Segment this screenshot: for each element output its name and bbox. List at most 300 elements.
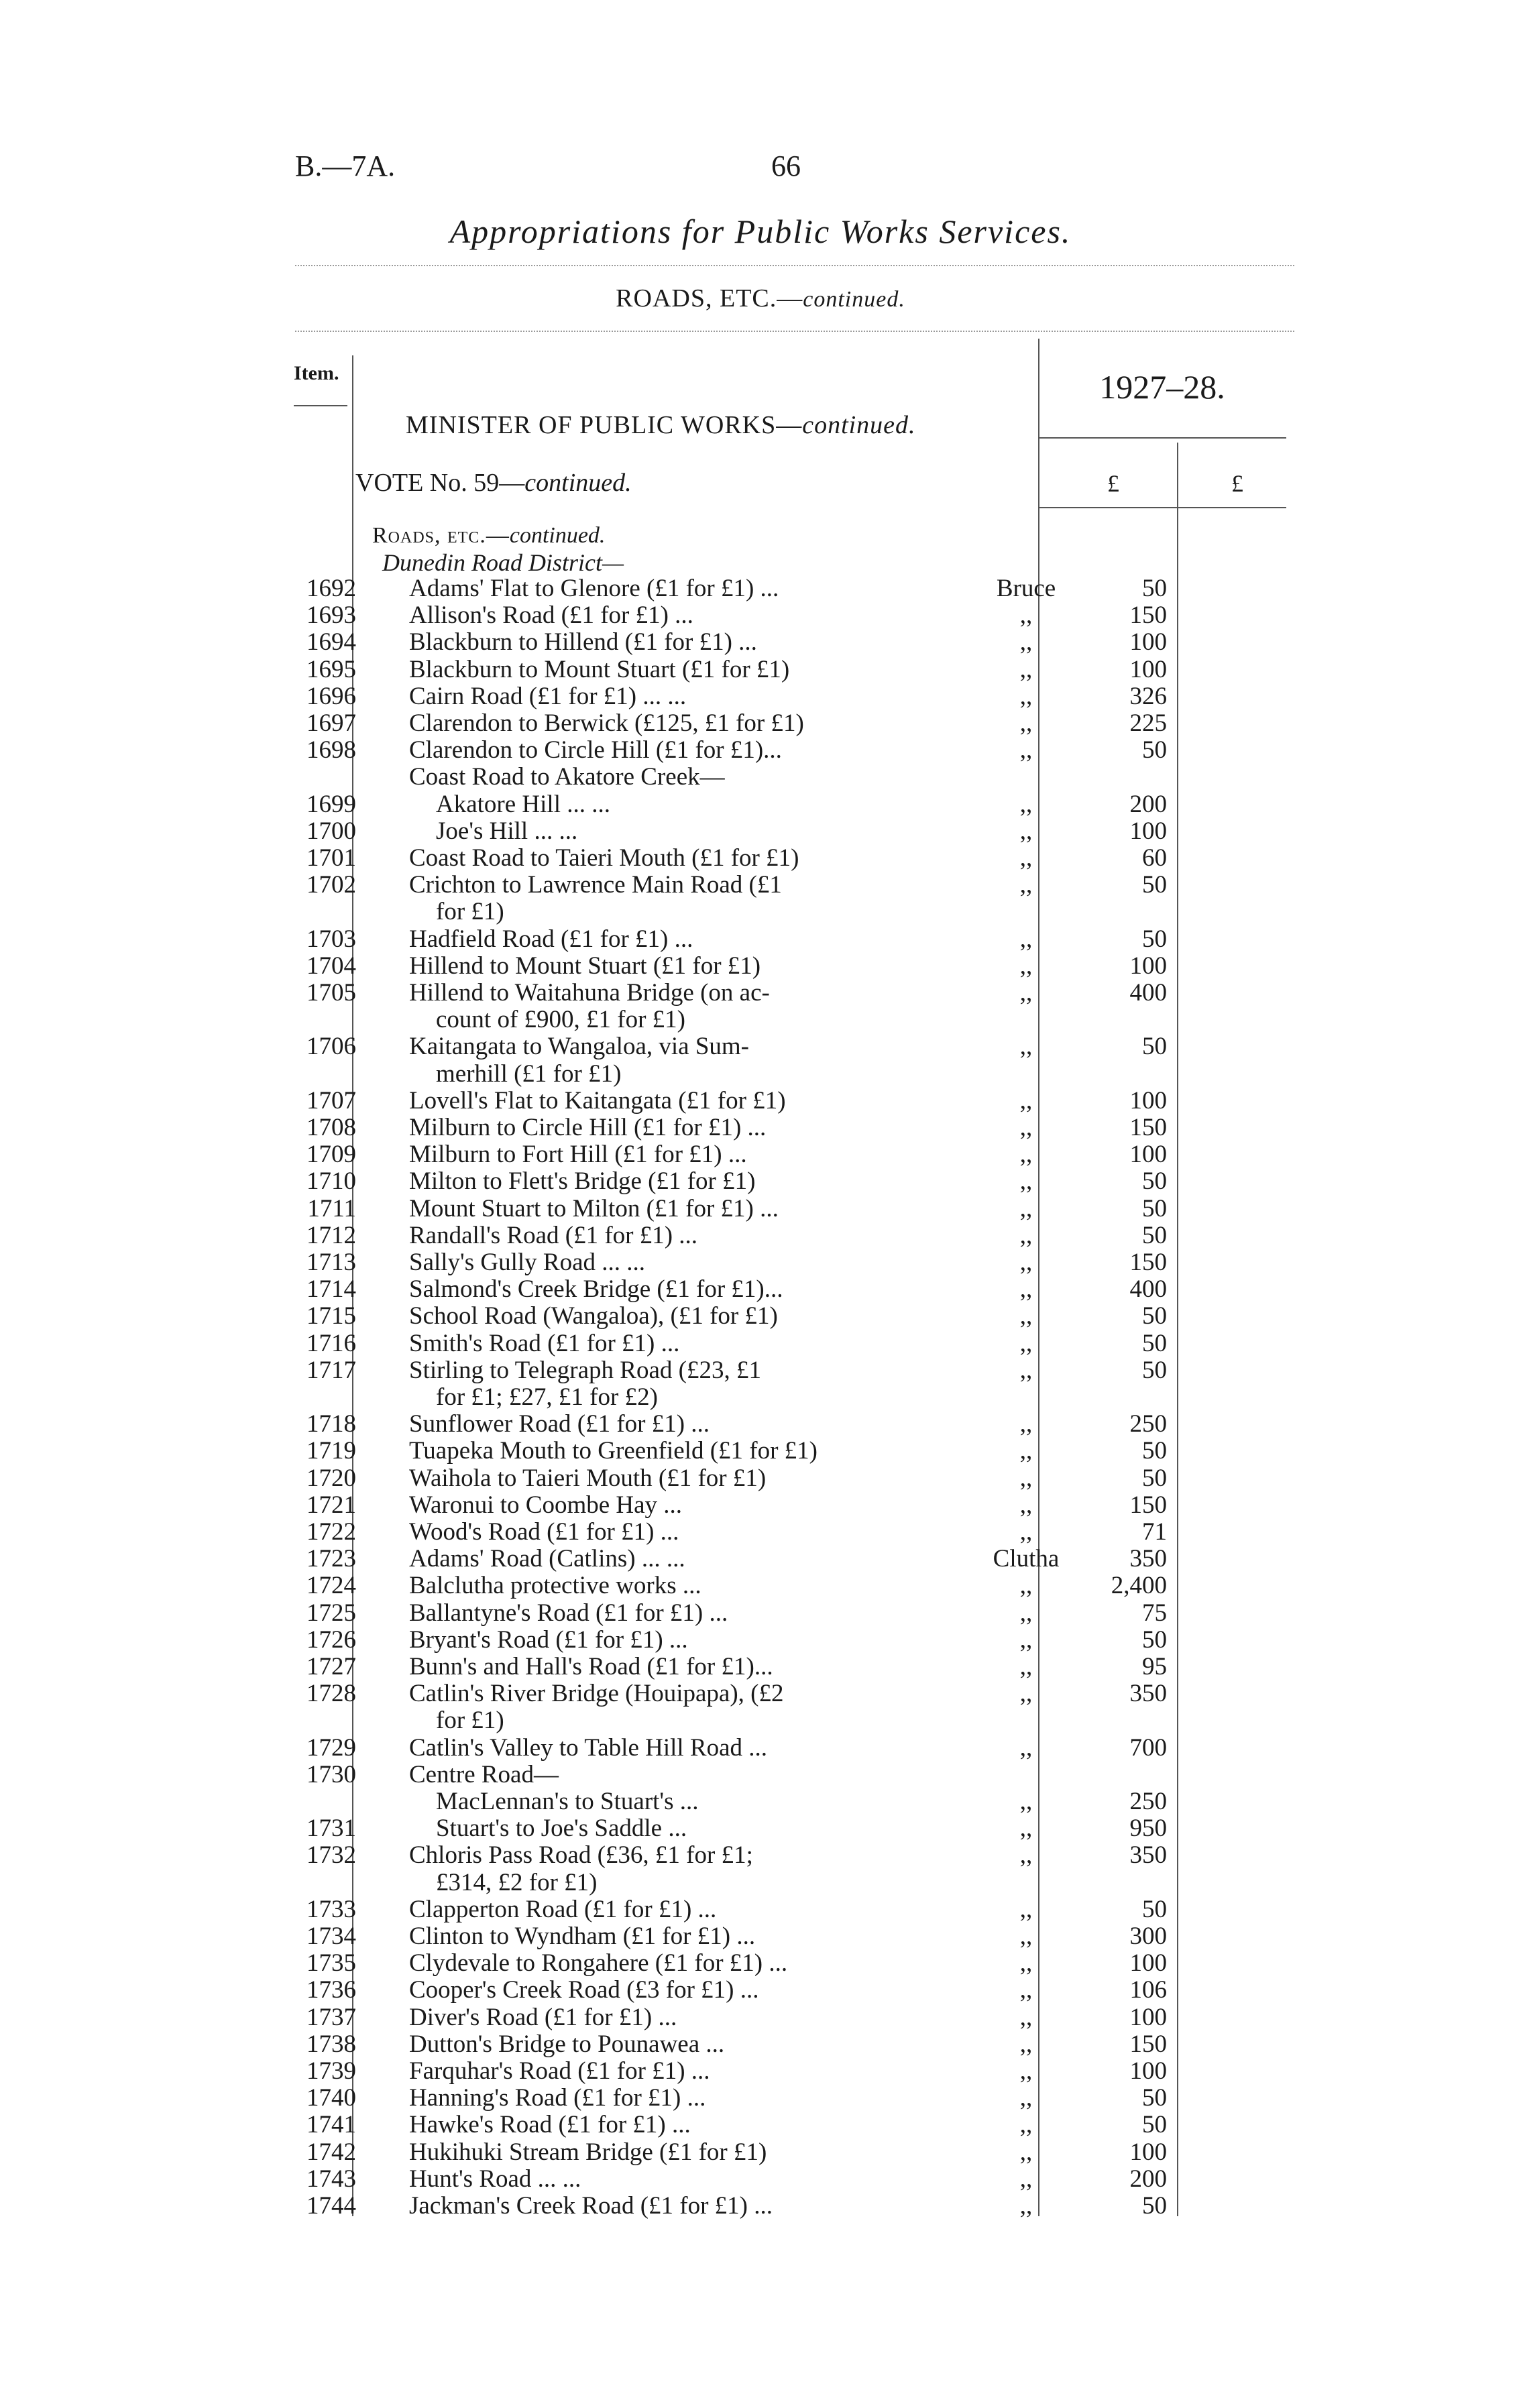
item-district: ,, — [1019, 1518, 1033, 1546]
item-amount: 50 — [1142, 575, 1167, 602]
item-district: ,, — [1019, 1464, 1033, 1492]
item-description: Hillend to Waitahuna Bridge (on ac- — [409, 979, 770, 1007]
district-heading: Dunedin Road District— — [382, 549, 624, 576]
table-row — [0, 953, 1521, 980]
item-amount: 50 — [1142, 736, 1167, 764]
table-row — [0, 1788, 1521, 1815]
item-amount: 50 — [1142, 1895, 1167, 1923]
item-district: ,, — [1019, 1033, 1033, 1061]
item-number: 1716 — [306, 1329, 356, 1357]
table-row — [0, 845, 1521, 872]
item-number: 1695 — [306, 655, 356, 683]
item-district: ,, — [1019, 1895, 1033, 1923]
item-number: 1729 — [306, 1733, 356, 1762]
table-row — [0, 1627, 1521, 1654]
item-description: Bunn's and Hall's Road (£1 for £1)... — [409, 1653, 773, 1680]
item-number: 1702 — [306, 871, 356, 899]
table-row — [0, 1411, 1521, 1438]
item-district: ,, — [1019, 1410, 1033, 1438]
table-row — [0, 1330, 1521, 1357]
item-description: Kaitangata to Wangaloa, via Sum- — [409, 1033, 749, 1061]
table-row — [0, 1815, 1521, 1842]
item-number: 1730 — [306, 1760, 356, 1788]
item-number: 1692 — [306, 575, 356, 602]
item-amount: 75 — [1142, 1599, 1167, 1627]
item-description: Crichton to Lawrence Main Road (£1 — [409, 871, 782, 899]
table-row — [0, 1276, 1521, 1303]
item-description: Akatore Hill ... ... — [436, 790, 610, 818]
item-number: 1693 — [306, 601, 356, 630]
item-description: Tuapeka Mouth to Greenfield (£1 for £1) — [409, 1437, 818, 1465]
item-district: ,, — [1019, 1733, 1033, 1762]
item-amount: 50 — [1142, 1221, 1167, 1249]
item-amount: 50 — [1142, 871, 1167, 899]
minister-main: MINISTER OF PUBLIC WORKS— — [406, 411, 803, 439]
item-number: 1701 — [306, 844, 356, 872]
item-district: ,, — [1019, 1114, 1033, 1141]
item-description: Farquhar's Road (£1 for £1) ... — [409, 2057, 710, 2085]
item-amount: 50 — [1142, 1437, 1167, 1465]
item-amount: 250 — [1129, 1788, 1167, 1815]
item-description: Hanning's Road (£1 for £1) ... — [409, 2084, 706, 2112]
item-description: Bryant's Road (£1 for £1) ... — [409, 1625, 688, 1654]
item-description: Clydevale to Rongahere (£1 for £1) ... — [409, 1949, 788, 1977]
item-description: Hillend to Mount Stuart (£1 for £1) — [409, 952, 761, 980]
item-description: Waronui to Coombe Hay ... — [409, 1491, 683, 1519]
item-description: Randall's Road (£1 for £1) ... — [409, 1221, 698, 1249]
table-row — [0, 1438, 1521, 1465]
item-district: ,, — [1019, 952, 1033, 980]
table-row — [0, 1061, 1521, 1088]
item-number: 1725 — [306, 1599, 356, 1627]
item-district: ,, — [1019, 1167, 1033, 1196]
item-amount: 50 — [1142, 1167, 1167, 1196]
item-number: 1720 — [306, 1464, 356, 1492]
vote-main: VOTE No. 59— — [355, 469, 525, 497]
item-amount: 50 — [1142, 1194, 1167, 1222]
item-district: ,, — [1019, 1437, 1033, 1465]
table-row — [0, 791, 1521, 818]
item-number: 1722 — [306, 1518, 356, 1546]
item-district: ,, — [1019, 925, 1033, 953]
item-description: Milburn to Circle Hill (£1 for £1) ... — [409, 1114, 767, 1141]
item-description: Hadfield Road (£1 for £1) ... — [409, 925, 693, 953]
item-district: ,, — [1019, 2030, 1033, 2058]
item-description: School Road (Wangaloa), (£1 for £1) — [409, 1302, 778, 1330]
item-amount: 150 — [1129, 2030, 1167, 2058]
item-amount: 950 — [1129, 1815, 1167, 1843]
item-district: ,, — [1019, 1680, 1033, 1708]
item-number: 1712 — [306, 1221, 356, 1249]
table-row — [0, 1572, 1521, 1599]
item-number: 1704 — [306, 952, 356, 980]
item-description: Ballantyne's Road (£1 for £1) ... — [409, 1599, 728, 1627]
item-amount: 95 — [1142, 1653, 1167, 1680]
table-row — [0, 1896, 1521, 1923]
item-amount: 200 — [1129, 2165, 1167, 2193]
table-row — [0, 899, 1521, 925]
item-amount: 200 — [1129, 790, 1167, 818]
title-rule — [295, 265, 1294, 266]
item-description: Jackman's Creek Road (£1 for £1) ... — [409, 2192, 773, 2220]
item-description: Hukihuki Stream Bridge (£1 for £1) — [409, 2138, 767, 2166]
item-description: £314, £2 for £1) — [436, 1868, 598, 1896]
item-district: ,, — [1019, 979, 1033, 1007]
table-row — [0, 602, 1521, 629]
table-row — [0, 2085, 1521, 2112]
table-row — [0, 2112, 1521, 2138]
year-header-rule — [1038, 437, 1286, 439]
item-amount: 100 — [1129, 2057, 1167, 2085]
item-number: 1739 — [306, 2057, 356, 2085]
table-row — [0, 1950, 1521, 1977]
item-number: 1718 — [306, 1410, 356, 1438]
item-description: Coast Road to Akatore Creek— — [409, 763, 725, 791]
table-row — [0, 980, 1521, 1007]
table-row — [0, 764, 1521, 791]
table-row — [0, 1842, 1521, 1869]
item-description: Catlin's River Bridge (Houipapa), (£2 — [409, 1680, 784, 1708]
item-column-header: Item. — [294, 362, 339, 384]
item-amount: 50 — [1142, 1625, 1167, 1654]
item-description: Dutton's Bridge to Pounawea ... — [409, 2030, 725, 2058]
minister-italic: continued. — [802, 411, 916, 439]
item-district: ,, — [1019, 2003, 1033, 2031]
item-district: ,, — [1019, 1841, 1033, 1870]
table-row — [0, 1654, 1521, 1680]
item-description: Adams' Flat to Glenore (£1 for £1) ... — [409, 575, 779, 602]
item-number: 1737 — [306, 2003, 356, 2031]
item-amount: 300 — [1129, 1923, 1167, 1950]
item-description: Joe's Hill ... ... — [436, 817, 578, 845]
item-amount: 350 — [1129, 1841, 1167, 1870]
item-description: MacLennan's to Stuart's ... — [436, 1788, 699, 1815]
table-row — [0, 1977, 1521, 2004]
item-amount: 400 — [1129, 1275, 1167, 1304]
item-amount: 326 — [1129, 682, 1167, 710]
item-number: 1731 — [306, 1815, 356, 1843]
item-description: Diver's Road (£1 for £1) ... — [409, 2003, 677, 2031]
item-district: ,, — [1019, 790, 1033, 818]
item-district: ,, — [1019, 2165, 1033, 2193]
pound-header-right: £ — [1231, 470, 1243, 497]
item-header-underline — [294, 405, 347, 406]
item-description: Allison's Road (£1 for £1) ... — [409, 601, 693, 630]
item-district: ,, — [1019, 1815, 1033, 1843]
table-row — [0, 1384, 1521, 1411]
item-district: ,, — [1019, 1625, 1033, 1654]
item-description: Balclutha protective works ... — [409, 1572, 701, 1600]
item-amount: 100 — [1129, 1141, 1167, 1169]
item-description: for £1) — [436, 898, 504, 926]
page-title: Appropriations for Public Works Services. — [449, 213, 1072, 250]
table-row — [0, 1600, 1521, 1627]
item-number: 1707 — [306, 1086, 356, 1114]
item-amount: 50 — [1142, 1329, 1167, 1357]
item-district: ,, — [1019, 1302, 1033, 1330]
item-description: Clinton to Wyndham (£1 for £1) ... — [409, 1923, 756, 1950]
table-row — [0, 1222, 1521, 1249]
item-amount: 50 — [1142, 1302, 1167, 1330]
item-amount: 100 — [1129, 1086, 1167, 1114]
table-row — [0, 926, 1521, 953]
table-row — [0, 629, 1521, 656]
item-number: 1711 — [307, 1194, 356, 1222]
item-district: ,, — [1019, 628, 1033, 656]
table-row — [0, 1033, 1521, 1060]
table-row — [0, 1357, 1521, 1384]
item-number: 1715 — [306, 1302, 356, 1330]
item-number: 1700 — [306, 817, 356, 845]
item-description: Mount Stuart to Milton (£1 for £1) ... — [409, 1194, 779, 1222]
table-row — [0, 1680, 1521, 1707]
item-number: 1732 — [306, 1841, 356, 1870]
item-district: ,, — [1019, 817, 1033, 845]
item-description: Waihola to Taieri Mouth (£1 for £1) — [409, 1464, 767, 1492]
item-description: Stirling to Telegraph Road (£23, £1 — [409, 1356, 761, 1384]
table-row — [0, 2031, 1521, 2058]
item-number: 1696 — [306, 682, 356, 710]
table-row — [0, 2139, 1521, 2166]
item-number: 1744 — [306, 2192, 356, 2220]
item-amount: 250 — [1129, 1410, 1167, 1438]
item-district: ,, — [1019, 709, 1033, 737]
item-description: Catlin's Valley to Table Hill Road ... — [409, 1733, 768, 1762]
item-description: merhill (£1 for £1) — [436, 1059, 622, 1088]
table-row — [0, 2004, 1521, 2031]
item-district: ,, — [1019, 655, 1033, 683]
table-row — [0, 1168, 1521, 1195]
item-district: ,, — [1019, 601, 1033, 630]
table-row — [0, 683, 1521, 710]
item-district: ,, — [1019, 1356, 1033, 1384]
item-district: Clutha — [993, 1545, 1060, 1573]
table-row — [0, 1249, 1521, 1276]
item-district: ,, — [1019, 1275, 1033, 1304]
item-amount: 150 — [1129, 1491, 1167, 1519]
item-description: for £1; £27, £1 for £2) — [436, 1383, 658, 1411]
item-amount: 100 — [1129, 1949, 1167, 1977]
page-number: 66 — [771, 150, 801, 182]
item-amount: 150 — [1129, 601, 1167, 630]
item-number: 1699 — [306, 790, 356, 818]
item-district: ,, — [1019, 1923, 1033, 1950]
item-district: ,, — [1019, 682, 1033, 710]
item-amount: 50 — [1142, 2111, 1167, 2139]
pound-header-left: £ — [1107, 470, 1119, 497]
table-row — [0, 1546, 1521, 1572]
item-number: 1734 — [306, 1923, 356, 1950]
item-amount: 2,400 — [1111, 1572, 1167, 1600]
item-number: 1723 — [306, 1545, 356, 1573]
table-row — [0, 818, 1521, 845]
item-district: ,, — [1019, 1249, 1033, 1276]
item-district: ,, — [1019, 2084, 1033, 2112]
item-description: Hunt's Road ... ... — [409, 2165, 581, 2193]
table-row — [0, 1114, 1521, 1141]
item-number: 1743 — [306, 2165, 356, 2193]
vote-heading — [355, 468, 632, 498]
item-description: Centre Road— — [409, 1760, 559, 1788]
item-number: 1694 — [306, 628, 356, 656]
item-amount: 100 — [1129, 952, 1167, 980]
item-description: Chloris Pass Road (£36, £1 for £1; — [409, 1841, 753, 1870]
item-district: ,, — [1019, 1788, 1033, 1815]
item-description: Blackburn to Hillend (£1 for £1) ... — [409, 628, 757, 656]
item-number: 1736 — [306, 1976, 356, 2004]
table-row — [0, 1492, 1521, 1519]
item-district: Bruce — [996, 575, 1056, 602]
item-number: 1698 — [306, 736, 356, 764]
table-row — [0, 2166, 1521, 2193]
item-district: ,, — [1019, 1599, 1033, 1627]
item-district: ,, — [1019, 736, 1033, 764]
item-description: Coast Road to Taieri Mouth (£1 for £1) — [409, 844, 799, 872]
table-row — [0, 1007, 1521, 1033]
item-amount: 100 — [1129, 817, 1167, 845]
item-number: 1706 — [306, 1033, 356, 1061]
item-district: ,, — [1019, 1976, 1033, 2004]
table-row — [0, 1762, 1521, 1788]
item-amount: 400 — [1129, 979, 1167, 1007]
table-top-rule — [295, 331, 1294, 332]
item-number: 1709 — [306, 1141, 356, 1169]
item-description: Blackburn to Mount Stuart (£1 for £1) — [409, 655, 790, 683]
item-district: ,, — [1019, 1572, 1033, 1600]
item-amount: 50 — [1142, 1356, 1167, 1384]
item-number: 1697 — [306, 709, 356, 737]
section-italic: continued. — [509, 523, 606, 548]
item-description: Clapperton Road (£1 for £1) ... — [409, 1895, 717, 1923]
item-description: Sally's Gully Road ... ... — [409, 1249, 646, 1276]
item-amount: 100 — [1129, 2138, 1167, 2166]
item-district: ,, — [1019, 1141, 1033, 1169]
item-number: 1728 — [306, 1680, 356, 1708]
item-amount: 71 — [1142, 1518, 1167, 1546]
item-amount: 350 — [1129, 1545, 1167, 1573]
item-amount: 225 — [1129, 709, 1167, 737]
table-row — [0, 1465, 1521, 1492]
section-subtitle — [0, 284, 1521, 313]
item-amount: 100 — [1129, 2003, 1167, 2031]
table-row — [0, 1707, 1521, 1734]
item-district: ,, — [1019, 871, 1033, 899]
table-row — [0, 1519, 1521, 1546]
table-row — [0, 1735, 1521, 1762]
item-amount: 106 — [1129, 1976, 1167, 2004]
item-description: Wood's Road (£1 for £1) ... — [409, 1518, 679, 1546]
item-amount: 100 — [1129, 628, 1167, 656]
section-heading — [372, 523, 605, 549]
item-district: ,, — [1019, 1653, 1033, 1680]
table-row — [0, 575, 1521, 602]
item-number: 1735 — [306, 1949, 356, 1977]
item-district: ,, — [1019, 2111, 1033, 2139]
item-description: Clarendon to Circle Hill (£1 for £1)... — [409, 736, 782, 764]
item-district: ,, — [1019, 2138, 1033, 2166]
table-row — [0, 1923, 1521, 1950]
item-amount: 150 — [1129, 1249, 1167, 1276]
item-amount: 100 — [1129, 655, 1167, 683]
table-row — [0, 710, 1521, 737]
item-amount: 150 — [1129, 1114, 1167, 1141]
table-row — [0, 2058, 1521, 2085]
item-number: 1741 — [306, 2111, 356, 2139]
item-description: Adams' Road (Catlins) ... ... — [409, 1545, 685, 1573]
table-row — [0, 1196, 1521, 1222]
item-description: Sunflower Road (£1 for £1) ... — [409, 1410, 710, 1438]
item-amount: 50 — [1142, 2192, 1167, 2220]
item-district: ,, — [1019, 1221, 1033, 1249]
item-district: ,, — [1019, 844, 1033, 872]
table-row — [0, 656, 1521, 683]
item-district: ,, — [1019, 1491, 1033, 1519]
vote-italic: continued. — [524, 469, 632, 497]
item-number: 1738 — [306, 2030, 356, 2058]
item-amount: 50 — [1142, 925, 1167, 953]
section-main: Roads, etc.— — [372, 523, 510, 548]
item-number: 1740 — [306, 2084, 356, 2112]
table-row — [0, 2193, 1521, 2220]
pound-header-rule — [1038, 507, 1286, 508]
item-number: 1713 — [306, 1249, 356, 1276]
item-district: ,, — [1019, 1194, 1033, 1222]
item-number: 1714 — [306, 1275, 356, 1304]
item-number: 1724 — [306, 1572, 356, 1600]
item-description: Clarendon to Berwick (£125, £1 for £1) — [409, 709, 804, 737]
item-number: 1705 — [306, 979, 356, 1007]
item-amount: 50 — [1142, 1033, 1167, 1061]
item-district: ,, — [1019, 1329, 1033, 1357]
item-number: 1717 — [306, 1356, 356, 1384]
table-row — [0, 872, 1521, 899]
item-district: ,, — [1019, 2057, 1033, 2085]
item-description: Milburn to Fort Hill (£1 for £1) ... — [409, 1141, 747, 1169]
minister-heading — [406, 410, 916, 440]
table-row — [0, 1088, 1521, 1114]
subtitle-italic: continued. — [803, 287, 905, 312]
table-row — [0, 737, 1521, 764]
item-description: Salmond's Creek Bridge (£1 for £1)... — [409, 1275, 783, 1304]
item-description: Cooper's Creek Road (£3 for £1) ... — [409, 1976, 759, 2004]
item-description: Stuart's to Joe's Saddle ... — [436, 1815, 687, 1843]
item-description: Smith's Road (£1 for £1) ... — [409, 1329, 680, 1357]
document-reference: B.—7A. — [295, 150, 396, 182]
table-row — [0, 1870, 1521, 1896]
item-description: count of £900, £1 for £1) — [436, 1006, 685, 1034]
item-number: 1727 — [306, 1653, 356, 1680]
item-number: 1719 — [306, 1437, 356, 1465]
item-number: 1742 — [306, 2138, 356, 2166]
item-number: 1726 — [306, 1625, 356, 1654]
item-description: Milton to Flett's Bridge (£1 for £1) — [409, 1167, 756, 1196]
item-number: 1721 — [306, 1491, 356, 1519]
item-description: Hawke's Road (£1 for £1) ... — [409, 2111, 691, 2139]
item-description: Cairn Road (£1 for £1) ... ... — [409, 682, 687, 710]
table-row — [0, 1303, 1521, 1330]
item-amount: 50 — [1142, 2084, 1167, 2112]
item-description: Lovell's Flat to Kaitangata (£1 for £1) — [409, 1086, 786, 1114]
item-number: 1710 — [306, 1167, 356, 1196]
item-amount: 700 — [1129, 1733, 1167, 1762]
item-district: ,, — [1019, 1949, 1033, 1977]
item-amount: 50 — [1142, 1464, 1167, 1492]
item-description: for £1) — [436, 1707, 504, 1735]
item-district: ,, — [1019, 2192, 1033, 2220]
year-header: 1927–28. — [1099, 368, 1225, 406]
item-amount: 350 — [1129, 1680, 1167, 1708]
item-number: 1733 — [306, 1895, 356, 1923]
